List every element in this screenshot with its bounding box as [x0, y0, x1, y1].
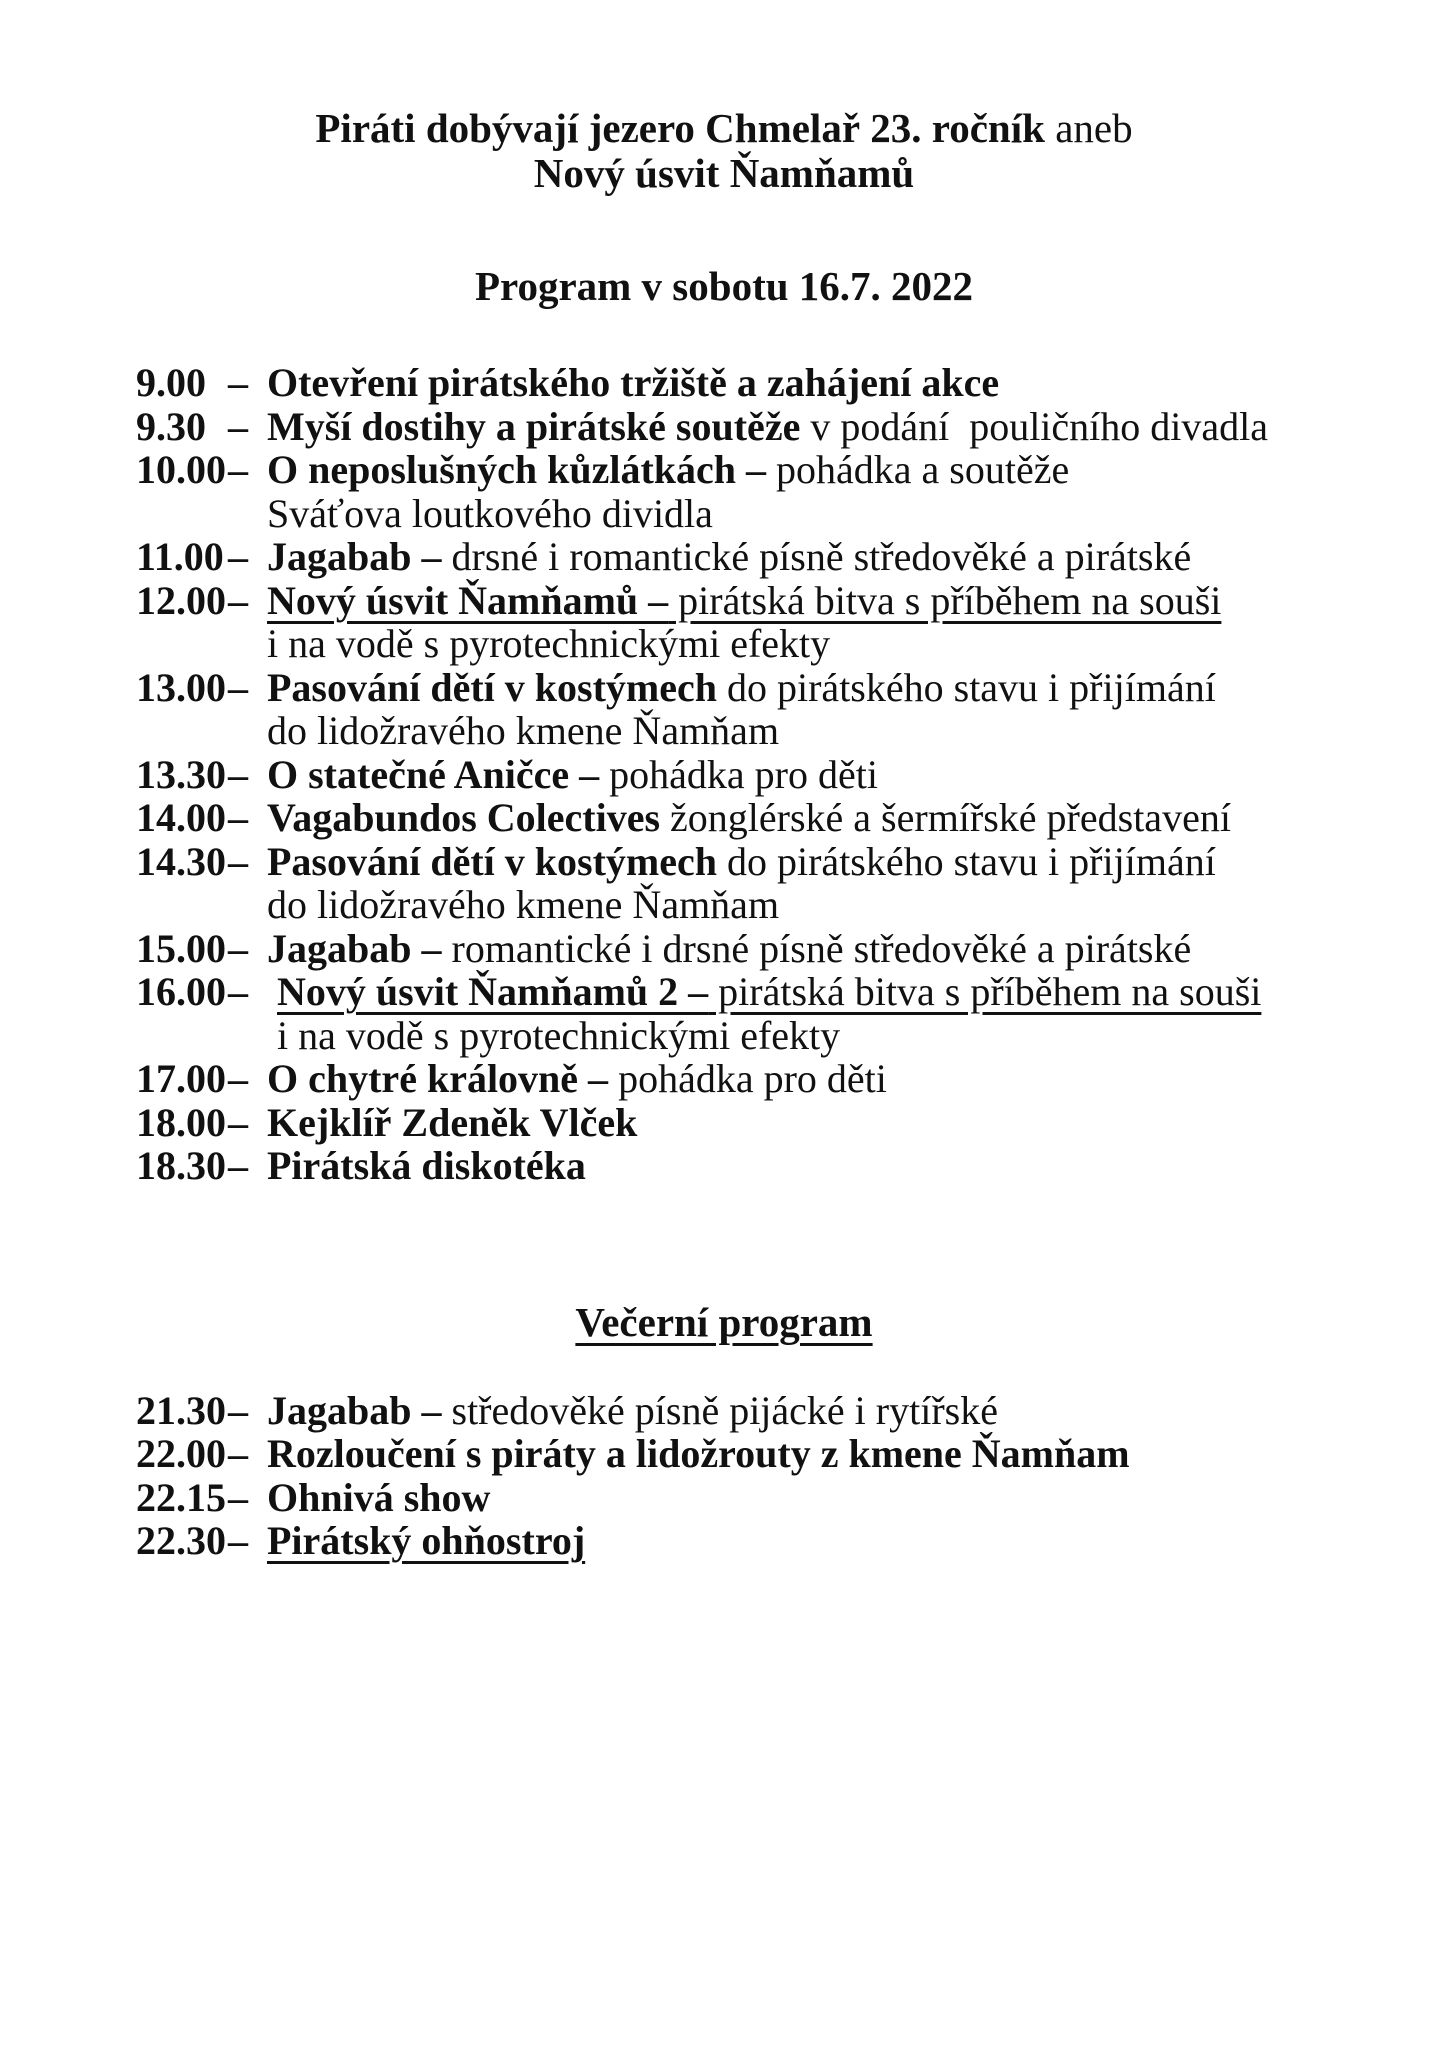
- entry-text: [267, 839, 1216, 928]
- entry-segment: do pirátského stavu i přijímání: [717, 838, 1216, 884]
- entry-segment: romantické i drsné písně středověké a pirátské: [441, 925, 1192, 971]
- entry-continuation: do lidožravého kmene Ňamňam: [267, 708, 780, 753]
- schedule-entry: [136, 1057, 1388, 1101]
- entry-segment: žonglérské a šermířské představení: [660, 795, 1231, 840]
- entry-text: [267, 578, 1221, 667]
- entry-text: [267, 1475, 490, 1520]
- entry-dash: –: [228, 751, 248, 797]
- entry-segment: drsné i romantické písně středověké a pirátské: [441, 534, 1192, 579]
- entry-segment: Nový úsvit Ňamňamů –: [267, 577, 669, 623]
- entry-segment: Jagabab –: [267, 1387, 442, 1433]
- title-line-1: [0, 106, 1448, 151]
- entry-continuation: i na vodě s pyrotechnickými efekty: [267, 1012, 841, 1058]
- entry-time: 9.00: [136, 360, 206, 405]
- entry-text: [267, 665, 1216, 754]
- schedule-entry: [136, 1432, 1388, 1476]
- schedule-entry: [136, 1476, 1388, 1520]
- entry-text: [267, 404, 1268, 449]
- entry-segment: Pirátský ohňostroj: [267, 1518, 586, 1563]
- entry-continuation: Sváťova loutkového dividla: [267, 490, 713, 536]
- schedule-entry: [136, 579, 1388, 666]
- entry-dash: –: [228, 577, 248, 623]
- entry-segment: pirátská bitva s příběhem na souši: [668, 577, 1222, 623]
- entry-time: 9.30: [136, 403, 206, 449]
- title-line-1-bold: Piráti dobývají jezero Chmelař 23. ročník: [315, 105, 1045, 151]
- entry-text: [267, 1100, 637, 1145]
- entry-time: 22.00: [136, 1431, 226, 1476]
- entry-segment: Ohnivá show: [267, 1474, 491, 1520]
- schedule-entry: [136, 840, 1388, 927]
- schedule-entry: [136, 927, 1388, 971]
- entry-dash: –: [228, 1143, 248, 1188]
- entry-text: [267, 752, 878, 797]
- schedule-entry: [136, 753, 1388, 797]
- schedule-entry: [136, 1519, 1388, 1563]
- entry-text: [267, 534, 1191, 579]
- entry-dash: –: [228, 925, 248, 971]
- entry-segment: do pirátského stavu i přijímání: [717, 664, 1216, 710]
- entry-text: [267, 795, 1231, 840]
- entry-time: 11.00: [136, 534, 224, 579]
- entry-dash: –: [228, 1387, 248, 1433]
- schedule-entry: [136, 1101, 1388, 1145]
- entry-dash: –: [228, 360, 248, 405]
- entry-segment: Pasování dětí v kostýmech: [267, 838, 717, 884]
- entry-time: 22.15: [136, 1474, 226, 1520]
- day-schedule: [0, 361, 1448, 1188]
- evening-heading: Večerní program: [575, 1298, 873, 1345]
- entry-dash: –: [228, 447, 248, 492]
- entry-segment: Rozloučení s piráty a lidožrouty z kmene Ňamňam: [267, 1431, 1130, 1476]
- entry-segment: O chytré královně –: [267, 1056, 609, 1101]
- entry-dash: –: [228, 1099, 248, 1145]
- entry-dash: –: [228, 664, 248, 710]
- entry-text: [267, 969, 1261, 1058]
- entry-continuation: i na vodě s pyrotechnickými efekty: [267, 621, 831, 666]
- entry-segment: Kejklíř Zdeněk Vlček: [267, 1099, 638, 1145]
- entry-time: 22.30: [136, 1518, 226, 1563]
- document-title: [0, 0, 1448, 196]
- entry-text: [267, 1388, 998, 1433]
- entry-segment: Jagabab –: [267, 534, 442, 579]
- entry-dash: –: [228, 403, 248, 449]
- entry-segment: pohádka a soutěže: [766, 447, 1070, 492]
- entry-dash: –: [228, 795, 248, 840]
- entry-dash: –: [228, 1056, 248, 1101]
- entry-dash: –: [228, 969, 248, 1014]
- entry-time: 10.00: [136, 447, 226, 492]
- schedule-entry: [136, 535, 1388, 579]
- entry-segment: Vagabundos Colectives: [267, 795, 661, 840]
- schedule-entry: [136, 405, 1388, 449]
- entry-segment: [267, 969, 277, 1014]
- schedule-entry: [136, 796, 1388, 840]
- entry-dash: –: [228, 838, 248, 884]
- entry-segment: Pirátská diskotéka: [267, 1143, 586, 1188]
- entry-dash: –: [228, 1518, 248, 1563]
- schedule-entry: [136, 361, 1388, 405]
- entry-segment: v podání pouličního divadla: [800, 403, 1269, 449]
- entry-text: [267, 926, 1191, 971]
- entry-text: [267, 1518, 585, 1563]
- entry-segment: středověké písně pijácké i rytířské: [441, 1387, 998, 1433]
- entry-segment: O statečné Aničce –: [267, 751, 600, 797]
- entry-dash: –: [228, 1474, 248, 1520]
- schedule-entry: [136, 448, 1388, 535]
- entry-segment: Otevření pirátského tržiště a zahájení akce: [267, 360, 1000, 405]
- entry-segment: Pasování dětí v kostýmech: [267, 664, 717, 710]
- entry-segment: O neposlušných kůzlátkách –: [267, 447, 767, 492]
- entry-time: 18.00: [136, 1099, 226, 1145]
- entry-text: [267, 447, 1069, 536]
- title-line-2: Nový úsvit Ňamňamů: [533, 150, 915, 196]
- entry-time: 15.00: [136, 925, 226, 971]
- entry-segment: pohádka pro děti: [608, 1056, 887, 1101]
- entry-continuation: do lidožravého kmene Ňamňam: [267, 882, 780, 927]
- title-line-1-regular: aneb: [1044, 105, 1133, 151]
- evening-schedule: [0, 1389, 1448, 1563]
- schedule-entry: [136, 970, 1388, 1057]
- entry-segment: Myší dostihy a pirátské soutěže: [267, 403, 801, 449]
- entry-text: [267, 1431, 1130, 1476]
- entry-segment: Jagabab –: [267, 925, 442, 971]
- entry-time: 18.30: [136, 1143, 226, 1188]
- entry-time: 13.00: [136, 664, 226, 710]
- entry-time: 14.00: [136, 795, 226, 840]
- schedule-entry: [136, 1389, 1388, 1433]
- entry-time: 21.30: [136, 1387, 226, 1433]
- schedule-entry: [136, 666, 1388, 753]
- entry-segment: Nový úsvit Ňamňamů 2 –: [277, 969, 709, 1014]
- entry-time: 12.00: [136, 577, 226, 623]
- entry-time: 13.30: [136, 751, 226, 797]
- entry-text: [267, 360, 999, 405]
- entry-text: [267, 1056, 887, 1101]
- entry-dash: –: [228, 1431, 248, 1476]
- schedule-entry: [136, 1144, 1388, 1188]
- entry-segment: pohádka pro děti: [599, 751, 878, 797]
- entry-dash: –: [228, 534, 248, 579]
- entry-time: 16.00: [136, 969, 226, 1014]
- program-heading: Program v sobotu 16.7. 2022: [474, 263, 974, 309]
- entry-text: [267, 1143, 586, 1188]
- entry-time: 17.00: [136, 1056, 226, 1101]
- entry-segment: pirátská bitva s příběhem na souši: [708, 969, 1262, 1014]
- entry-time: 14.30: [136, 838, 226, 884]
